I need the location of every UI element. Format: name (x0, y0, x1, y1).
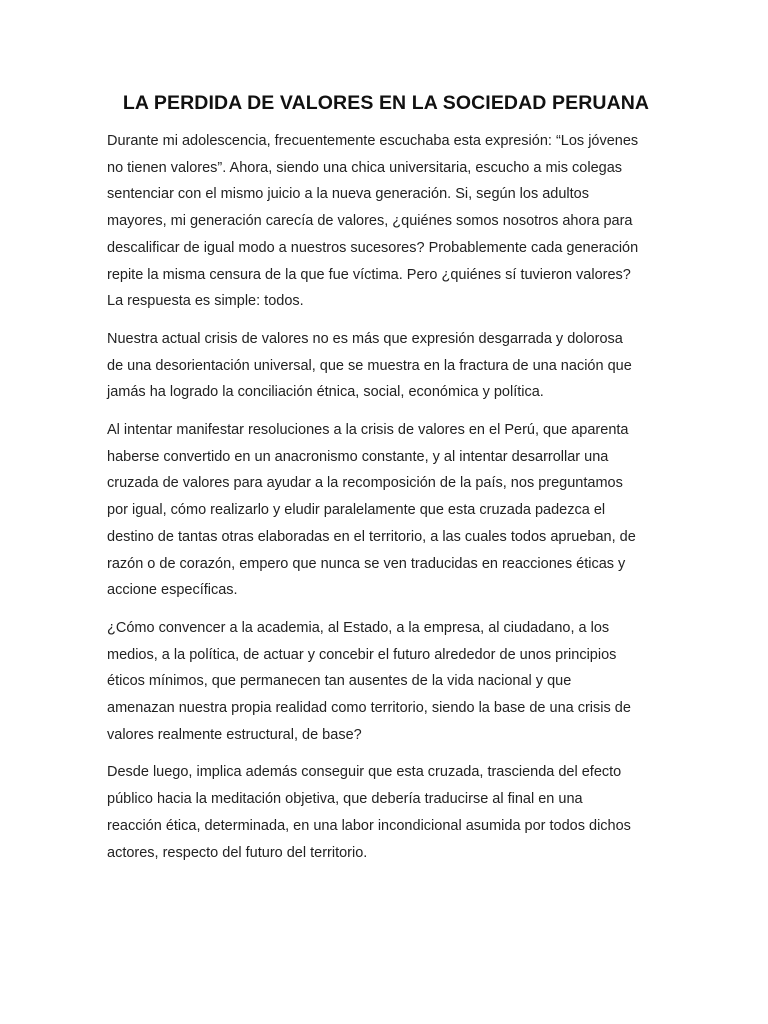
text-line: éticos mínimos, que permanecen tan ausentes de la vida nacional y que (107, 673, 572, 690)
text-line: haberse convertido en un anacronismo constante, y al intentar desarrollar una (107, 448, 609, 465)
document-page (107, 88, 665, 877)
text-line: Al intentar manifestar resoluciones a la crisis de valores en el Perú, que aparenta (107, 422, 629, 439)
paragraph (107, 326, 665, 406)
paragraph (107, 417, 665, 604)
text-line: público hacia la meditación objetiva, que debería traducirse al final en una (107, 791, 583, 808)
text-line: de una desorientación universal, que se muestra en la fractura de una nación que (107, 357, 632, 374)
text-line: reacción ética, determinada, en una labor incondicional asumida por todos dichos (107, 817, 631, 834)
text-line: razón o de corazón, empero que nunca se ven traducidas en reacciones éticas y (107, 555, 626, 572)
text-line: mayores, mi generación carecía de valores, ¿quiénes somos nosotros ahora para (107, 213, 633, 230)
text-line: amenazan nuestra propia realidad como territorio, siendo la base de una crisis de (107, 700, 631, 717)
text-line: repite la misma censura de la que fue víctima. Pero ¿quiénes sí tuvieron valores? (107, 266, 631, 283)
text-line: Nuestra actual crisis de valores no es más que expresión desgarrada y dolorosa (107, 330, 623, 347)
text-line: destino de tantas otras elaboradas en el territorio, a las cuales todos aprueban, de (107, 528, 636, 545)
text-line: no tienen valores”. Ahora, siendo una chica universitaria, escucho a mis colegas (107, 159, 623, 176)
text-line: descalificar de igual modo a nuestros sucesores? Probablemente cada generación (107, 239, 639, 256)
document-body (107, 128, 665, 866)
paragraph (107, 615, 665, 749)
text-line: ¿Cómo convencer a la academia, al Estado, a la empresa, al ciudadano, a los (107, 619, 610, 636)
text-line: sentenciar con el mismo juicio a la nueva generación. Si, según los adultos (107, 186, 589, 203)
text-line: Durante mi adolescencia, frecuentemente escuchaba esta expresión: “Los jóvenes (107, 133, 639, 149)
document-title: LA PERDIDA DE VALORES EN LA SOCIEDAD PERUANA (122, 92, 650, 114)
text-line: valores realmente estructural, de base? (107, 726, 362, 743)
paragraph (107, 128, 665, 315)
text-line: por igual, cómo realizarlo y eludir paralelamente que esta cruzada padezca el (107, 502, 606, 519)
text-line: jamás ha logrado la conciliación étnica, social, económica y política. (107, 384, 544, 401)
text-line: La respuesta es simple: todos. (107, 293, 304, 310)
text-line: accione específicas. (107, 582, 238, 599)
text-line: cruzada de valores para ayudar a la recomposición de la país, nos preguntamos (107, 475, 623, 492)
text-line: actores, respecto del futuro del territorio. (107, 844, 368, 861)
text-line: Desde luego, implica además conseguir que esta cruzada, trascienda del efecto (107, 764, 622, 781)
text-line: medios, a la política, de actuar y concebir el futuro alrededor de unos principios (107, 646, 617, 663)
paragraph (107, 759, 665, 866)
